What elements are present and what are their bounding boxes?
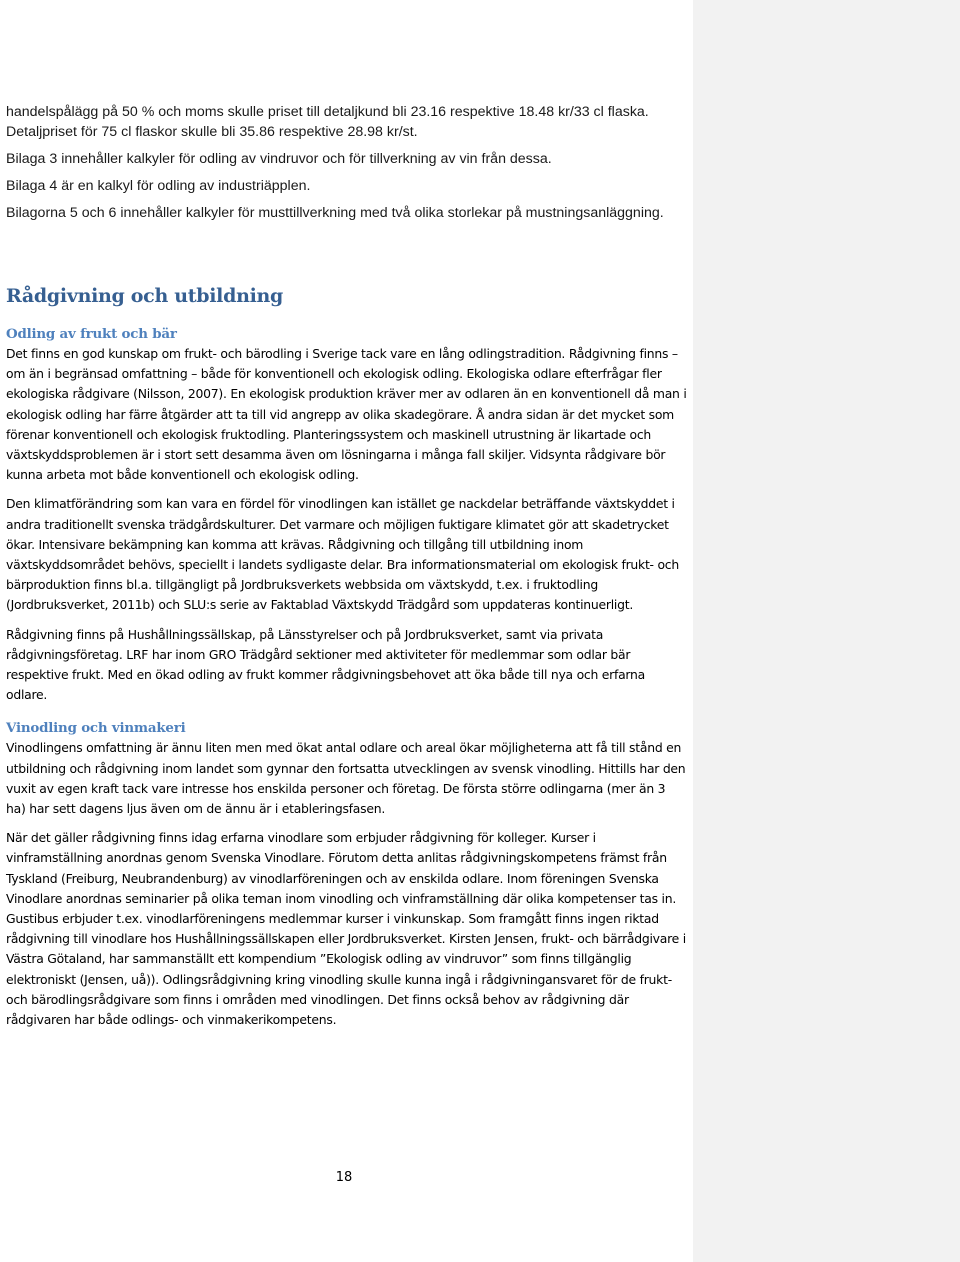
page-number: 18	[335, 1170, 353, 1185]
fruit-paragraph-3: Rådgivning finns på Hushållningssällskap, på Länsstyrelser och på Jordbruksverket, samt via privata rådgivningsföretag. LRF har inom GRO Trädgård sektioner med aktiviteter för medlemmar som odlar bär respektive frukt. Med en ökad odling av frukt kommer rådgivningsbehovet att öka både till nya och erfarna odlare.	[6, 626, 646, 703]
section-heading: Rådgivning och utbildning	[6, 285, 284, 307]
fruit-paragraph-2: Den klimatförändring som kan vara en fördel för vinodlingen kan istället ge nackdelar beträffande växtskyddet i andra traditionellt svenska trädgårdskulturer. Det varmare och möjligen fuktigare klimatet gör att skadetrycket ökar. Intensivare bekämpning kan komma att krävas. Rådgivning och tillgång till utbildning inom växtskyddsområdet behövs, speciellt i landets sydligaste delar. Bra informationsmaterial om ekologisk frukt- och bärproduktion finns bl.a. tillgängligt på Jordbruksverkets webbsida om växtskydd, t.ex. i fruktodling (Jordbruksverket, 2011b) och SLU:s serie av Faktablad Växtskydd Trädgård som uppdateras kontinuerligt.	[6, 496, 679, 613]
page-content	[6, 102, 688, 1039]
intro-paragraph-4: Bilagorna 5 och 6 innehåller kalkyler för musttillverkning med två olika storlekar på mustningsanläggning.	[6, 205, 664, 221]
subsection-heading-wine: Vinodling och vinmakeri	[6, 720, 186, 737]
fruit-paragraph-1: Det finns en god kunskap om frukt- och bärodling i Sverige tack vare en lång odlingstradition. Rådgivning finns – om än i begränsad omfattning – både för konventionell och ekologisk odling. Ekologiska odlare efterfrågar fler ekologiska rådgivare (Nilsson, 2007). En ekologisk produktion kräver mer av odlaren än en konventionell då man i ekologisk odling har färre åtgärder att ta till vid angrepp av olika skadegörare. Å andra sidan är det mycket som förenar konventionell och ekologisk fruktodling. Planteringssystem och maskinell utrustning är likartade och växtskyddsproblemen är i stort sett desamma även om lösningarna i många fall skiljer. Vidsynta rådgivare bör kunna arbeta mot både konventionell och ekologisk odling.	[6, 346, 687, 483]
wine-paragraph-2: När det gäller rådgivning finns idag erfarna vinodlare som erbjuder rådgivning för kolleger. Kurser i vinframställning anordnas genom Svenska Vinodlare. Förutom detta anlitas rådgivningskompetens främst från Tyskland (Freiburg, Neubrandenburg) av vinodlarföreningen och av enskilda odlare. Inom föreningen Svenska Vinodlare anordnas seminarier på olika teman inom vinodling och vinframställning där olika kompetenser tas in. Gustibus erbjuder t.ex. vinodlarföreningens medlemmar kurser i vinkunskap. Som framgått finns ingen riktad rådgivning till vinodlare hos Hushållningssällskapen eller Jordbruksverket. Kirsten Jensen, frukt- och bärrådgivare i Västra Götaland, har sammanställt ett kompendium ”Ekologisk odling av vindruvor” som finns tillgänglig elektroniskt (Jensen, uå)). Odlingsrådgivning kring vinodling skulle kunna ingå i rådgivningansvaret för de frukt- och bärodlingsrådgivare som finns i områden med vinodlingen. Det finns också behov av rådgivning där rådgivaren har både odlings- och vinmakerikompetens.	[6, 830, 686, 1028]
intro-paragraph-2: Bilaga 3 innehåller kalkyler för odling av vindruvor och för tillverkning av vin från dessa.	[6, 151, 552, 167]
intro-paragraph-3: Bilaga 4 är en kalkyl för odling av industriäpplen.	[6, 178, 311, 194]
comment-margin	[693, 0, 960, 1262]
subsection-heading-fruit: Odling av frukt och bär	[6, 326, 177, 342]
wine-paragraph-1: Vinodlingens omfattning är ännu liten men med ökat antal odlare och areal ökar möjligheterna att få till stånd en utbildning och rådgivning inom landet som gynnar den fortsatta utvecklingen av svensk vinodling. Hittills har den vuxit av egen kraft tack vare intresse hos enskilda personer och företag. De första större odlingarna (mer än 3 ha) har sett dagens ljus även om de ännu är i etableringsfasen.	[6, 740, 686, 817]
intro-paragraph-1: handelspålägg på 50 % och moms skulle priset till detaljkund bli 23.16 respektive 18.48 kr/33 cl flaska. Detaljpriset för 75 cl flaskor skulle bli 35.86 respektive 28.98 kr/st.	[6, 104, 649, 140]
